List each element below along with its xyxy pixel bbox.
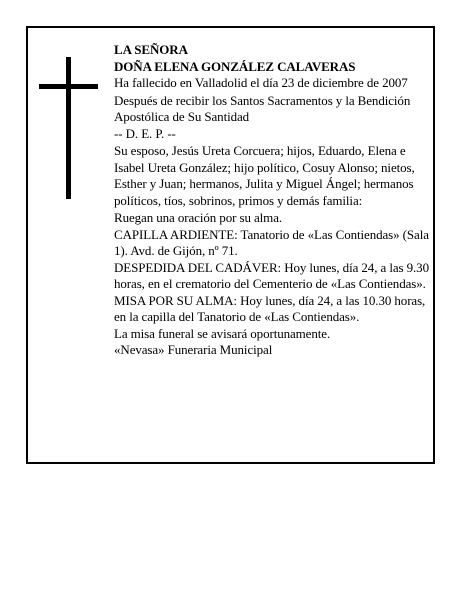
sacraments-line: Después de recibir los Santos Sacramentos y la Bendición Apostólica de Su Santidad	[114, 92, 411, 124]
family-list: Su esposo, Jesús Ureta Corcuera; hijos, Eduardo, Elena e Isabel Ureta González; hijo político, Cosuy Alonso; nietos, Esther y Juan; hermanos, Julita y Miguel Ángel; hermanos políticos, tíos, sobrinos, primos y demás familia:	[114, 143, 415, 208]
obituary-notice	[26, 26, 435, 464]
chapel-info: CAPILLA ARDIENTE: Tanatorio de «Las Contiendas» (Sala 1). Avd. de Gijón, nº 71.	[114, 226, 429, 258]
death-announcement: Ha fallecido en Valladolid el día 23 de diciembre de 2007	[114, 75, 408, 90]
rip-line: -- D. E. P. --	[114, 125, 176, 141]
cross-horizontal-bar	[39, 84, 98, 89]
mass-info: MISA POR SU ALMA: Hoy lunes, día 24, a las 10.30 horas, en la capilla del Tanatorio de «Las Contiendas».	[114, 292, 426, 324]
farewell-info: DESPEDIDA DEL CADÁVER: Hoy lunes, día 24, a las 9.30 horas, en el crematorio del Cementerio de «Las Contiendas».	[114, 259, 429, 291]
notice-body	[114, 42, 432, 359]
funeral-mass-notice: La misa funeral se avisará oportunamente.	[114, 325, 331, 341]
prayer-request: Ruegan una oración por su alma.	[114, 210, 283, 225]
notice-heading: LA SEÑORA	[114, 42, 188, 57]
cross-vertical-bar	[66, 57, 71, 199]
funeral-home: «Nevasa» Funeraria Municipal	[114, 342, 273, 357]
deceased-name: DOÑA ELENA GONZÁLEZ CALAVERAS	[114, 58, 356, 74]
